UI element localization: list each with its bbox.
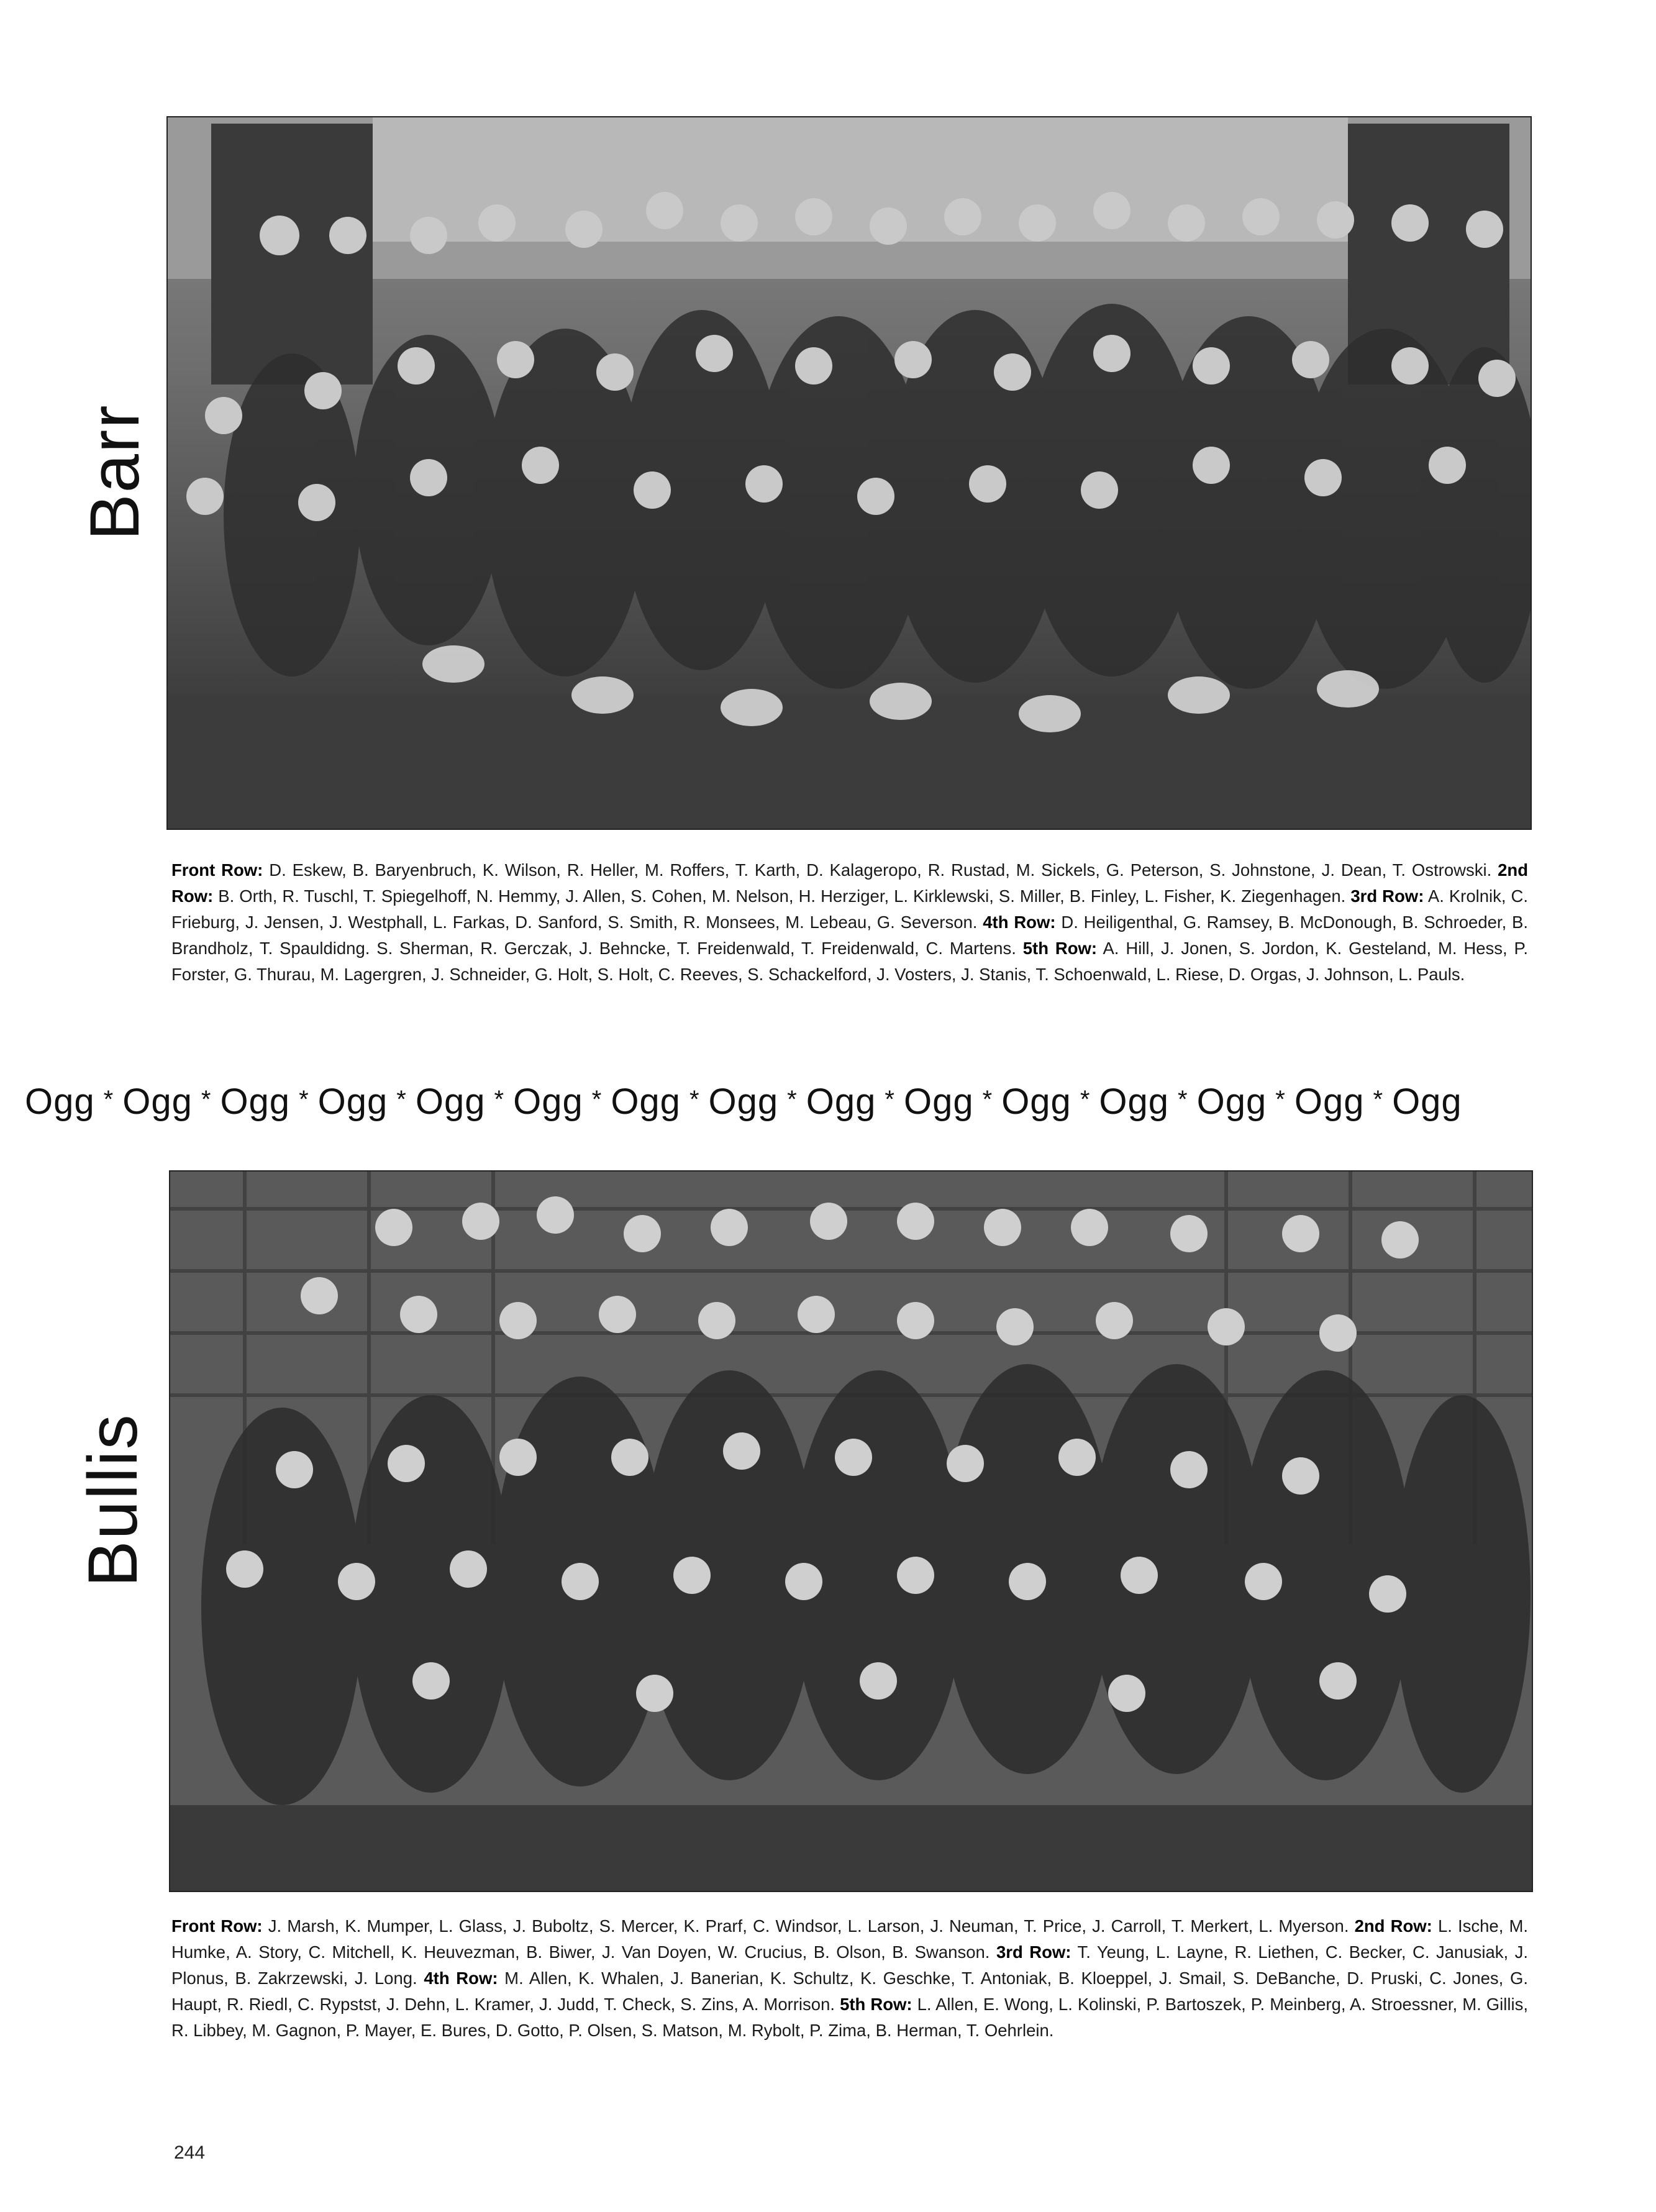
barr-group-photo: [166, 116, 1532, 830]
caption-row-label: Front Row:: [171, 1916, 263, 1936]
caption-row-label: 4th Row:: [424, 1968, 498, 1988]
caption-row-label: Front Row:: [171, 860, 263, 880]
divider-word: Ogg: [1001, 1081, 1071, 1122]
caption-row-label: 3rd Row:: [1350, 886, 1424, 906]
caption-row-names: M. Allen, K. Whalen, J. Banerian, K. Schultz, K. Geschke, T. Antoniak, B. Kloeppel, J. Smail, S. DeBanche, D. Pruski, C. Jones, G. Haupt, R. Riedl, C. Rypstst, J. Dehn, L. Kramer, J. Judd, T. Check, S. Zins, A. Morrison.: [171, 1968, 1529, 2014]
divider-star: *: [1178, 1086, 1188, 1113]
divider-star: *: [885, 1086, 895, 1113]
caption-bullis: [171, 1913, 1528, 2044]
divider-word: Ogg: [317, 1081, 388, 1122]
divider-star: *: [103, 1086, 114, 1113]
divider-star: *: [689, 1086, 700, 1113]
caption-row-label: 2nd Row:: [1354, 1916, 1432, 1936]
bullis-group-photo: [169, 1170, 1533, 1892]
divider-word: Ogg: [415, 1081, 486, 1122]
caption-row-names: D. Eskew, B. Baryenbruch, K. Wilson, R. Heller, M. Roffers, T. Karth, D. Kalageropo, R. Rustad, M. Sickels, G. Peterson, S. Johnstone, J. Dean, T. Ostrowski.: [269, 860, 1492, 880]
divider-star: *: [201, 1086, 212, 1113]
divider-word: Ogg: [1294, 1081, 1365, 1122]
page-number: 244: [174, 2142, 206, 2163]
section-label-bullis: Bullis: [74, 1413, 152, 1587]
divider-word: Ogg: [1099, 1081, 1170, 1122]
divider-word: Ogg: [220, 1081, 291, 1122]
caption-row-names: D. Heiligenthal, G. Ramsey, B. McDonough, B. Schroeder, B. Brandholz, T. Spauldidng. S. Sherman, R. Gerczak, J. Behncke, T. Freidenwald, T. Freidenwald, C. Martens.: [171, 913, 1528, 958]
divider-word: Ogg: [708, 1081, 779, 1122]
divider-word: Ogg: [1392, 1081, 1462, 1122]
divider-star: *: [591, 1086, 603, 1113]
divider-word: Ogg: [25, 1081, 95, 1122]
divider-word: Ogg: [903, 1081, 974, 1122]
divider-star: *: [982, 1086, 993, 1113]
divider-word: Ogg: [611, 1081, 681, 1122]
divider-star: *: [1080, 1086, 1091, 1113]
caption-row-names: A. Krolnik, C. Frieburg, J. Jensen, J. Westphall, L. Farkas, D. Sanford, S. Smith, R. Monsees, M. Lebeau, G. Severson.: [171, 886, 1529, 932]
caption-row-names: A. Hill, J. Jonen, S. Jordon, K. Gesteland, M. Hess, P. Forster, G. Thurau, M. Lagergren, J. Schneider, G. Holt, S. Holt, C. Reeves, S. Schackelford, J. Vosters, J. Stanis, T. Schoenwald, L. Riese, D. Orgas, J. Johnson, L. Pauls.: [171, 939, 1528, 984]
divider-star: *: [396, 1086, 407, 1113]
caption-row-names: T. Yeung, L. Layne, R. Liethen, C. Becker, C. Janusiak, J. Plonus, B. Zakrzewski, J. Long.: [171, 1942, 1529, 1988]
caption-row-names: L. Ische, M. Humke, A. Story, C. Mitchell, K. Heuvezman, B. Biwer, J. Van Doyen, W. Crucius, B. Olson, B. Swanson.: [171, 1916, 1529, 1962]
divider-word: Ogg: [513, 1081, 583, 1122]
caption-row-names: L. Allen, E. Wong, L. Kolinski, P. Bartoszek, P. Meinberg, A. Stroessner, M. Gillis, R. Libbey, M. Gagnon, P. Mayer, E. Bures, D. Gotto, P. Olsen, S. Matson, M. Rybolt, P. Zima, B. Herman, T. Oehrlein.: [171, 1995, 1528, 2040]
caption-row-label: 5th Row:: [840, 1995, 912, 2014]
caption-row-label: 2nd Row:: [171, 860, 1529, 906]
divider-word: Ogg: [1196, 1081, 1267, 1122]
divider-star: *: [1373, 1086, 1384, 1113]
divider-word: Ogg: [806, 1081, 876, 1122]
caption-row-names: B. Orth, R. Tuschl, T. Spiegelhoff, N. Hemmy, J. Allen, S. Cohen, M. Nelson, H. Herziger, L. Kirklewski, S. Miller, B. Finley, L. Fisher, K. Ziegenhagen.: [218, 886, 1346, 906]
ogg-divider: [25, 1075, 1652, 1124]
divider-star: *: [1275, 1086, 1286, 1113]
caption-row-names: J. Marsh, K. Mumper, L. Glass, J. Buboltz, S. Mercer, K. Prarf, C. Windsor, L. Larson, J. Neuman, T. Price, J. Carroll, T. Merkert, L. Myerson.: [268, 1916, 1349, 1936]
caption-barr: [171, 857, 1528, 988]
barr-photo-illustration: [168, 117, 1531, 829]
divider-star: *: [787, 1086, 798, 1113]
bullis-photo-illustration: [170, 1172, 1532, 1891]
caption-row-label: 5th Row:: [1022, 939, 1098, 958]
section-label-barr: Barr: [76, 404, 153, 540]
caption-row-label: 4th Row:: [983, 913, 1056, 932]
divider-star: *: [494, 1086, 505, 1113]
caption-row-label: 3rd Row:: [996, 1942, 1071, 1962]
divider-word: Ogg: [122, 1081, 193, 1122]
divider-star: *: [299, 1086, 309, 1113]
